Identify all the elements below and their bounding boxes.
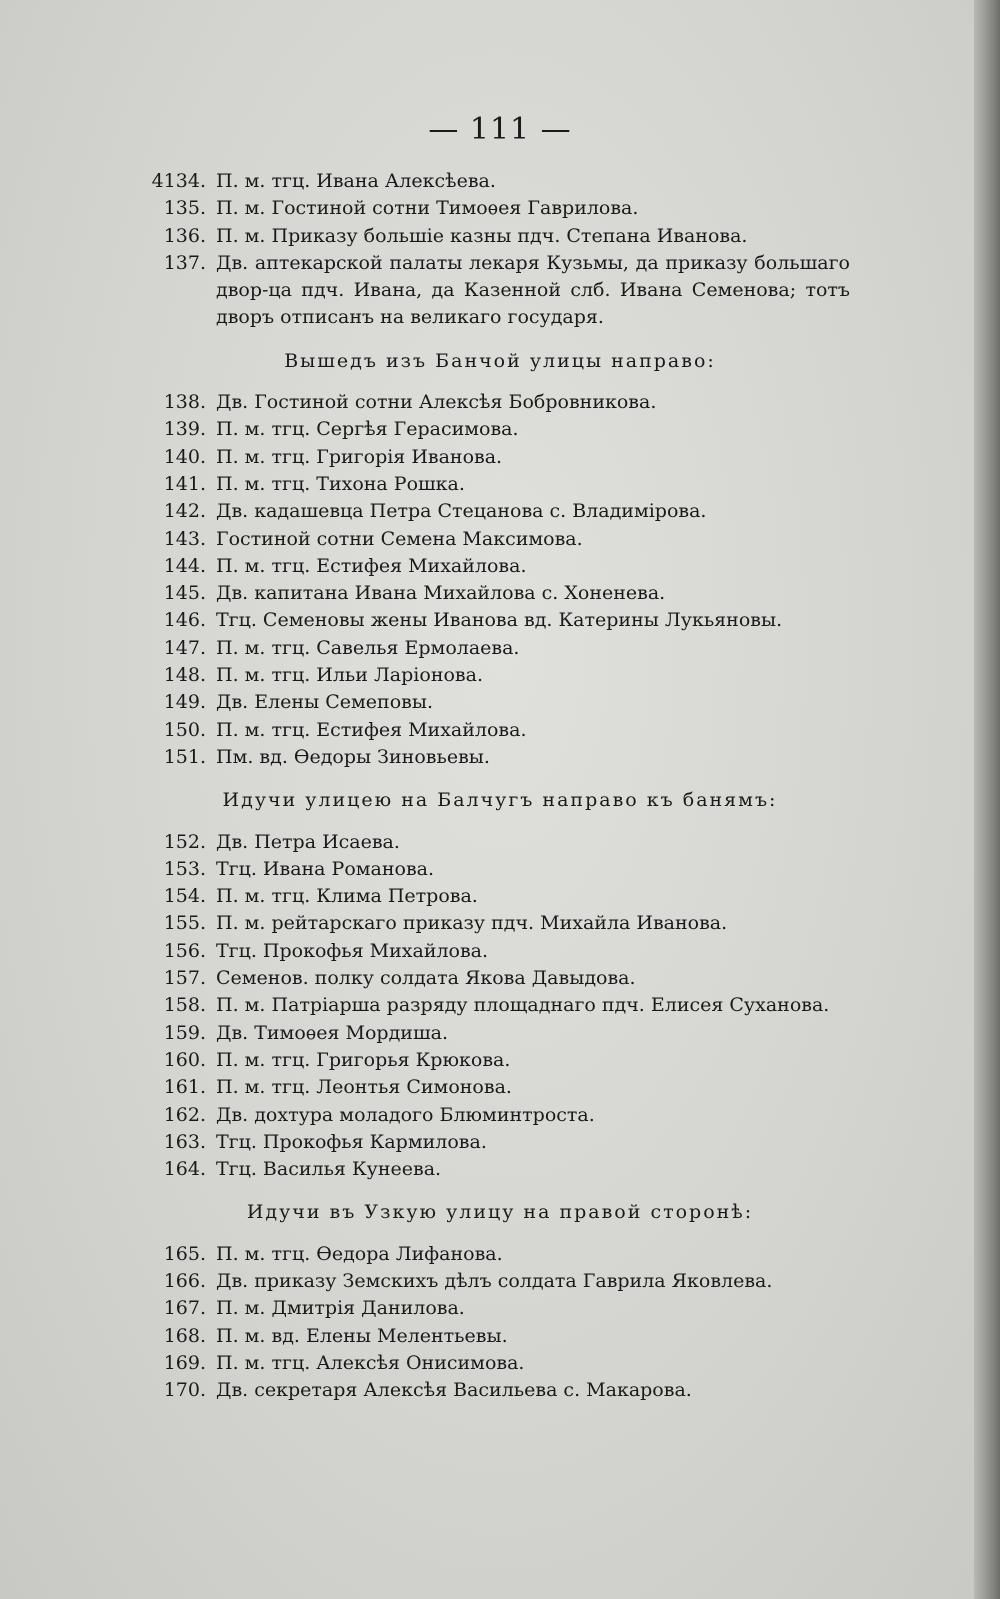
entry-text: Дв. дохтура моладого Блюминтроста.: [216, 1103, 595, 1126]
entry-text: Гостиной сотни Семена Максимова.: [216, 527, 583, 550]
entry-number: 148.: [163, 664, 206, 687]
page-content: [150, 168, 850, 1404]
section-heading: Вышедъ изъ Банчой улицы направо:: [284, 349, 716, 372]
list-item: [150, 938, 850, 965]
entry-text: П. м. Гостиной сотни Тимоѳея Гаврилова.: [216, 197, 639, 220]
entry-text: П. м. тгц. Савелья Ермолаева.: [216, 636, 520, 659]
list-item: [150, 607, 850, 634]
list-item: [150, 910, 850, 937]
entry-number: 154.: [163, 885, 206, 908]
entry-number: 146.: [163, 609, 206, 632]
entry-text: Дв. Елены Семеповы.: [216, 691, 433, 714]
entry-text: Дв. Петра Исаева.: [216, 830, 400, 853]
entry-number: 157.: [163, 967, 206, 990]
list-item: [150, 1156, 850, 1183]
entry-text: Дв. аптекарской палаты лекаря Кузьмы, да приказу большаго двор-ца пдч. Ивана, да Казенной слб. Ивана Семенова; тотъ дворъ отписанъ на великаго государя.: [216, 251, 850, 329]
list-item: [150, 744, 850, 771]
entry-text: Семенов. полку солдата Якова Давыдова.: [216, 967, 636, 990]
list-item: [150, 580, 850, 607]
list-item: [150, 389, 850, 416]
entry-text: П. м. тгц. Алексѣя Онисимова.: [216, 1351, 525, 1374]
entry-number: 169.: [163, 1351, 206, 1374]
entry-number: 142.: [163, 500, 206, 523]
entry-text: П. м. тгц. Тихона Рошка.: [216, 472, 465, 495]
entry-number: 159.: [163, 1021, 206, 1044]
list-item: [150, 689, 850, 716]
entry-text: Тгц. Василья Кунеева.: [216, 1158, 442, 1181]
list-item: [150, 553, 850, 580]
entry-number: 143.: [163, 527, 206, 550]
list-item: [150, 471, 850, 498]
list-item: [150, 717, 850, 744]
entry-text: П. м. Дмитрія Данилова.: [216, 1297, 465, 1320]
list-item: [150, 498, 850, 525]
entry-number: 164.: [163, 1158, 206, 1181]
entry-number: 153.: [163, 857, 206, 880]
list-item: [150, 1350, 850, 1377]
entry-number: 150.: [163, 718, 206, 741]
entry-text: П. м. тгц. Естифея Михайлова.: [216, 554, 527, 577]
entry-number: 140.: [163, 445, 206, 468]
section-heading: Идучи улицею на Балчугъ направо къ банямъ:: [222, 789, 778, 812]
list-item: [150, 635, 850, 662]
entry-number: 138.: [163, 391, 206, 414]
entry-text: П. м. вд. Елены Мелентьевы.: [216, 1324, 508, 1347]
entry-number: 144.: [163, 554, 206, 577]
list-item: [150, 992, 850, 1019]
entry-number: 166.: [163, 1269, 206, 1292]
list-item: [150, 1102, 850, 1129]
entry-number: 163.: [163, 1130, 206, 1153]
entry-text: П. м. Патріарша разряду площаднаго пдч. Елисея Суханова.: [216, 994, 830, 1017]
list-item: [150, 1129, 850, 1156]
list-item: [150, 223, 850, 250]
entry-number: 149.: [163, 691, 206, 714]
list-item: [150, 883, 850, 910]
entry-text: Тгц. Семеновы жены Иванова вд. Катерины Лукьяновы.: [216, 609, 783, 632]
entry-text: Дв. Тимоѳея Мордиша.: [216, 1021, 448, 1044]
entry-number: 167.: [163, 1297, 206, 1320]
list-item: [150, 1323, 850, 1350]
list-item: [150, 168, 850, 195]
entry-number: 141.: [163, 472, 206, 495]
list-item: [150, 526, 850, 553]
entry-text: П. м. тгц. Естифея Михайлова.: [216, 718, 527, 741]
list-item: [150, 195, 850, 222]
list-item: [150, 965, 850, 992]
entry-text: П. м. тгц. Клима Петрова.: [216, 885, 478, 908]
list-item: [150, 856, 850, 883]
entry-number: 156.: [163, 939, 206, 962]
entry-number: 139.: [163, 418, 206, 441]
entry-number: 152.: [163, 830, 206, 853]
section-uzkaya-street: [150, 1241, 850, 1405]
entry-number: 161.: [163, 1076, 206, 1099]
entry-text: П. м. тгц. Леонтья Симонова.: [216, 1076, 512, 1099]
list-item: [150, 1377, 850, 1404]
list-item: [150, 1295, 850, 1322]
section-heading: Идучи въ Узкую улицу на правой сторонѣ:: [246, 1201, 754, 1224]
entry-number: 4134.: [151, 170, 206, 192]
entry-text: П. м. тгц. Григорія Иванова.: [216, 445, 503, 468]
list-item: [150, 1241, 850, 1268]
entry-text: Тгц. Ивана Романова.: [216, 857, 435, 880]
entry-text: Дв. кадашевца Петра Стецанова с. Владиміровa.: [216, 500, 707, 523]
entry-number: 158.: [163, 994, 206, 1017]
section-opening: [150, 168, 850, 332]
entry-number: 165.: [163, 1242, 206, 1265]
entry-text: Пм. вд. Ѳедоры Зиновьевы.: [216, 745, 490, 768]
entry-number: 168.: [163, 1324, 206, 1347]
entry-number: 170.: [163, 1379, 206, 1402]
entry-text: Дв. Гостиной сотни Алексѣя Бобровникова.: [216, 391, 657, 414]
list-item: [150, 1074, 850, 1101]
list-item: [150, 1268, 850, 1295]
entry-number: 145.: [163, 582, 206, 605]
entry-text: П. м. тгц. Григорья Крюкова.: [216, 1048, 511, 1071]
page-number: — 111 —: [428, 112, 572, 147]
section-banchaya-street: [150, 389, 850, 771]
entry-number: 162.: [163, 1103, 206, 1126]
entry-number: 135.: [163, 197, 206, 220]
entry-text: Дв. капитана Ивана Михайлова с. Хоненева.: [216, 582, 666, 605]
entry-text: Тгц. Прокофья Михайлова.: [216, 939, 489, 962]
book-spine-shadow: [974, 0, 1000, 1599]
entry-text: Тгц. Прокофья Кармилова.: [216, 1130, 487, 1153]
entry-text: П. м. тгц. Ильи Ларіонова.: [216, 664, 483, 687]
list-item: [150, 1047, 850, 1074]
list-item: [150, 1020, 850, 1047]
list-item: [150, 662, 850, 689]
entry-number: 136.: [163, 224, 206, 247]
entry-number: 147.: [163, 636, 206, 659]
list-item: [150, 444, 850, 471]
list-item: [150, 829, 850, 856]
entry-text: П. м. тгц. Ѳедора Лифанова.: [216, 1242, 503, 1265]
entry-number: 160.: [163, 1048, 206, 1071]
list-item: [150, 250, 850, 332]
list-item: [150, 416, 850, 443]
entry-text: П. м. рейтарскаго приказу пдч. Михайла Иванова.: [216, 912, 728, 935]
entry-number: 151.: [163, 745, 206, 768]
entry-text: П. м. тгц. Ивана Алексѣева.: [216, 170, 496, 192]
entry-text: П. м. Приказу большіе казны пдч. Степана Иванова.: [216, 224, 748, 247]
entry-number: 155.: [163, 912, 206, 935]
section-balchug-street: [150, 829, 850, 1184]
entry-text: Дв. приказу Земскихъ дѣлъ солдата Гаврила Яковлева.: [216, 1269, 773, 1292]
entry-text: П. м. тгц. Сергѣя Герасимова.: [216, 418, 519, 441]
entry-text: Дв. секретаря Алексѣя Васильева с. Макарова.: [216, 1379, 692, 1402]
entry-number: 137.: [163, 251, 206, 274]
